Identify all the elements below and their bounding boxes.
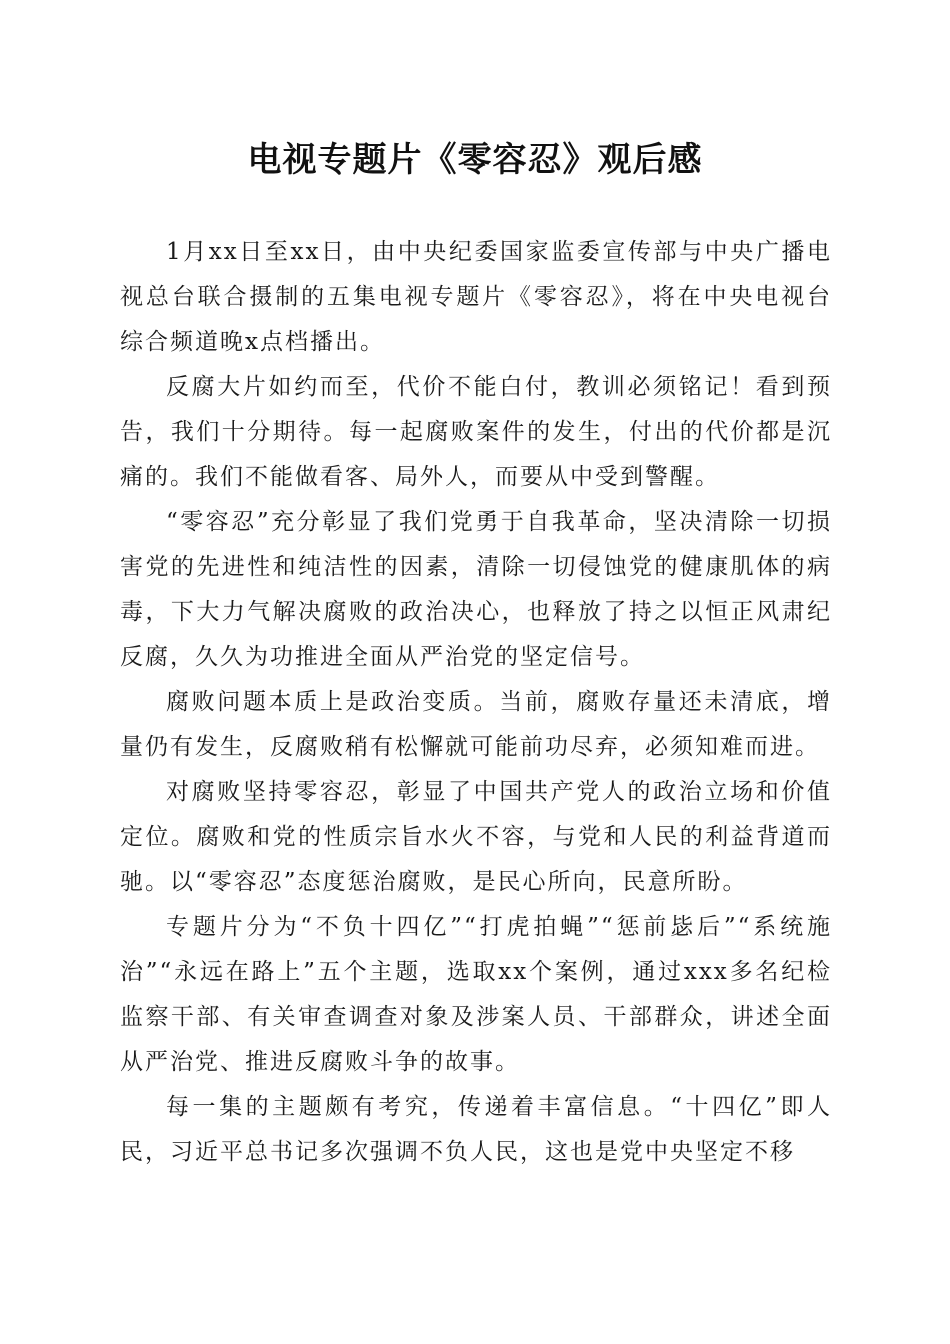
paragraph: “零容忍”充分彰显了我们党勇于自我革命，坚决清除一切损害党的先进性和纯洁性的因素，清除一切侵蚀党的健康肌体的病毒，下大力气解决腐败的政治决心，也释放了持之以恒正风肃纪反腐，久久为功推进全面从严治党的坚定信号。: [120, 509, 832, 670]
paragraph: 腐败问题本质上是政治变质。当前，腐败存量还未清底，增量仍有发生，反腐败稍有松懈就可能前功尽弃，必须知难而进。: [120, 689, 832, 760]
paragraph: 1月xx日至xx日，由中央纪委国家监委宣传部与中央广播电视总台联合摄制的五集电视专题片《零容忍》，将在中央电视台综合频道晚x点档播出。: [120, 239, 832, 355]
document-title: 电视专题片《零容忍》观后感: [247, 140, 703, 180]
paragraph: 每一集的主题颇有考究，传递着丰富信息。“十四亿”即人民，习近平总书记多次强调不负人民，这也是党中央坚定不移: [120, 1094, 832, 1165]
paragraph: 专题片分为“不负十四亿”“打虎拍蝇”“惩前毖后”“系统施治”“永远在路上”五个主题，选取xx个案例，通过xxx多名纪检监察干部、有关审查调查对象及涉案人员、干部群众，讲述全面从严治党、推进反腐败斗争的故事。: [120, 914, 832, 1075]
paragraph: 对腐败坚持零容忍，彰显了中国共产党人的政治立场和价值定位。腐败和党的性质宗旨水火不容，与党和人民的利益背道而驰。以“零容忍”态度惩治腐败，是民心所向，民意所盼。: [120, 779, 832, 895]
document-body: [120, 230, 832, 1175]
paragraph: 反腐大片如约而至，代价不能白付，教训必须铭记！看到预告，我们十分期待。每一起腐败案件的发生，付出的代价都是沉痛的。我们不能做看客、局外人，而要从中受到警醒。: [120, 374, 832, 490]
